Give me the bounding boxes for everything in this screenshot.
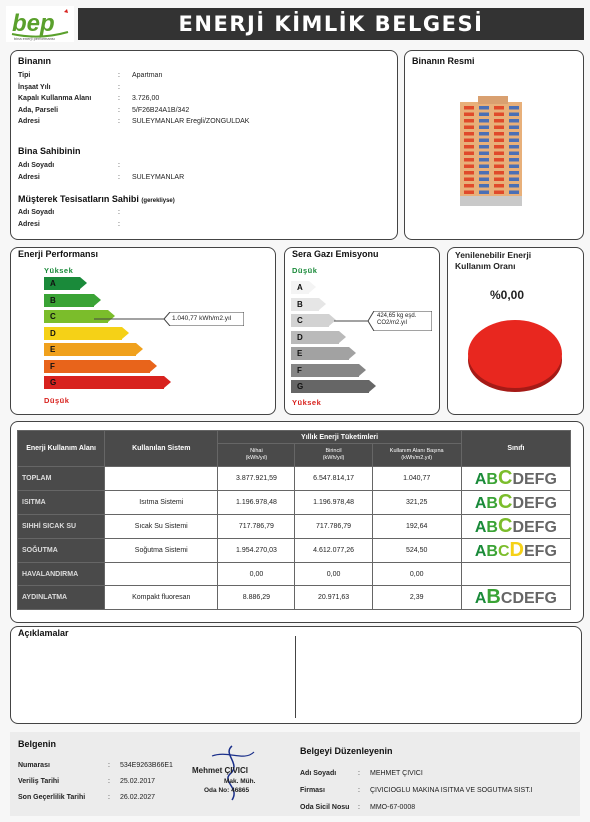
row-area: AYDINLATMA [18, 586, 105, 610]
col-system: Kullanılan Sistem [105, 431, 218, 467]
building-window [509, 184, 519, 188]
building-window [494, 145, 504, 149]
field-value: SULEYMANLAR [132, 174, 185, 181]
building-window [479, 139, 489, 143]
row-system: Isıtma Sistemi [105, 491, 218, 515]
emission-bottom-label: Yüksek [292, 398, 322, 407]
energy-bar-tip [80, 277, 87, 289]
energy-class-bar [44, 294, 94, 307]
building-window [464, 113, 474, 117]
class-scale-letter: A [474, 471, 487, 488]
building-window [479, 191, 489, 195]
building-window [479, 165, 489, 169]
issuer-field-label: Oda Sicil Nosu [300, 804, 350, 811]
building-window [479, 106, 489, 110]
row-primary: 4.612.077,26 [295, 539, 372, 563]
col-class: Sınıfı [461, 431, 570, 467]
energy-bottom-label: Düşük [44, 396, 70, 405]
energy-class-letter: B [50, 295, 56, 305]
building-window [494, 126, 504, 130]
row-final: 0,00 [218, 563, 295, 586]
building-window [509, 178, 519, 182]
class-scale-letter: C [497, 543, 510, 560]
building-window [494, 113, 504, 117]
row-per-area: 2,39 [372, 586, 461, 610]
class-scale-letter: E [524, 495, 535, 512]
building-window [479, 145, 489, 149]
row-area: HAVALANDIRMA [18, 563, 105, 586]
table-row [18, 563, 571, 586]
row-class-scale [461, 539, 570, 563]
field-label: Adresi [18, 220, 40, 228]
table-row [18, 586, 571, 610]
energy-value: 1.040,77 kWh/m2.yıl [172, 315, 232, 322]
building-window [494, 139, 504, 143]
energy-bar-tip [122, 327, 129, 339]
class-scale-letter: G [544, 543, 557, 560]
field-colon: : [118, 220, 120, 228]
emission-class-bar [291, 347, 349, 360]
emission-bar-tip [369, 380, 376, 392]
energy-bar-tip [164, 376, 171, 388]
renewable-pie-chart [466, 316, 564, 394]
row-area: SIHHİ SICAK SU [18, 515, 105, 539]
class-scale-letter: G [544, 471, 557, 488]
building-window [464, 158, 474, 162]
building-window [479, 171, 489, 175]
field-label: Adresi [18, 174, 40, 181]
building-window [494, 171, 504, 175]
row-class-scale [461, 563, 570, 586]
energy-class-letter: F [50, 361, 55, 371]
row-per-area: 1.040,77 [372, 467, 461, 491]
emission-bar-tip [359, 364, 366, 376]
building-window [464, 184, 474, 188]
row-system: Soğutma Sistemi [105, 539, 218, 563]
emission-value: 424,65 kg eşd. CO2/m2.yıl [377, 313, 417, 326]
building-window [464, 126, 474, 130]
field-label: Adresi [18, 118, 40, 125]
table-row [18, 467, 571, 491]
remarks-panel [10, 626, 582, 724]
energy-class-letter: D [50, 328, 56, 338]
issuer-title: Belgeyi Düzenleyenin [300, 746, 393, 756]
class-scale-letter: A [474, 543, 487, 560]
stamp-name: Mehmet ÇIVICI [192, 766, 249, 775]
row-final: 3.877.921,59 [218, 467, 295, 491]
field-colon: : [108, 778, 110, 785]
building-window [509, 152, 519, 156]
issuer-field-value: MMO-67-0008 [370, 804, 416, 811]
building-window [479, 152, 489, 156]
col-final: Nihai (kWh/yıl) [218, 444, 295, 467]
field-colon: : [118, 95, 120, 102]
field-value: 3.726,00 [132, 95, 160, 102]
cert-field-label: Son Geçerlilik Tarihi [18, 794, 86, 801]
field-colon: : [358, 787, 360, 794]
building-window [509, 145, 519, 149]
building-window [509, 113, 519, 117]
building-window [494, 132, 504, 136]
emission-class-letter: D [297, 332, 303, 342]
row-class-scale [461, 586, 570, 610]
class-scale-letter: F [534, 590, 545, 607]
issuer-field-value: MEHMET ÇIVICI [370, 770, 423, 777]
energy-class-letter: A [50, 279, 56, 288]
building-window [509, 132, 519, 136]
col-per-area: Kullanım Alanı Başına (kWh/m2.yıl) [372, 444, 461, 467]
emission-top-label: Düşük [292, 266, 318, 275]
row-primary: 20.971,63 [295, 586, 372, 610]
energy-class-bar [44, 277, 80, 290]
field-label: Kapalı Kullanma Alanı [18, 95, 92, 102]
class-scale-letter: B [486, 495, 498, 512]
building-window [464, 152, 474, 156]
owner-section-title: Bina Sahibinin [18, 146, 81, 156]
row-system [105, 467, 218, 491]
energy-class-bar [44, 360, 150, 373]
row-per-area: 0,00 [372, 563, 461, 586]
row-per-area: 192,64 [372, 515, 461, 539]
building-window [479, 158, 489, 162]
issuer-field-label: Firması [300, 787, 325, 794]
row-area: ISITMA [18, 491, 105, 515]
row-final: 1.196.978,48 [218, 491, 295, 515]
building-window [509, 106, 519, 110]
energy-class-bar [44, 376, 164, 389]
class-scale-letter: F [534, 519, 545, 536]
class-scale-letter: E [524, 519, 535, 536]
class-scale-letter: G [544, 590, 557, 607]
col-area: Enerji Kullanım Alanı [18, 431, 105, 467]
emission-class-letter: B [297, 299, 303, 309]
field-colon: : [108, 762, 110, 769]
class-scale-letter: C [500, 590, 513, 607]
building-window [479, 126, 489, 130]
building-window [494, 184, 504, 188]
building-window [479, 132, 489, 136]
row-primary: 6.547.814,17 [295, 467, 372, 491]
field-label: İnşaat Yılı [18, 83, 51, 91]
emission-class-letter: A [297, 283, 303, 292]
cert-field-value: 26.02.2027 [120, 794, 156, 801]
row-area: SOĞUTMA [18, 539, 105, 563]
stamp-chamber-no: Oda No: 46865 [204, 787, 250, 794]
field-colon: : [118, 118, 120, 125]
row-final: 8.886,29 [218, 586, 295, 610]
row-class-scale [461, 515, 570, 539]
building-window [464, 119, 474, 123]
class-scale-letter: D [509, 539, 524, 561]
class-scale-letter: C [497, 491, 513, 513]
class-scale-letter: A [474, 590, 487, 607]
emission-class-letter: E [297, 349, 303, 358]
photo-title: Binanın Resmi [412, 56, 475, 66]
row-system [105, 563, 218, 586]
row-final: 1.954.270,03 [218, 539, 295, 563]
emission-class-bar [291, 298, 319, 311]
building-window [464, 171, 474, 175]
building-window [494, 119, 504, 123]
emission-class-bar [291, 281, 309, 294]
building-window [494, 158, 504, 162]
row-primary: 717.786,79 [295, 515, 372, 539]
building-window [509, 191, 519, 195]
building-window [464, 145, 474, 149]
class-scale-letter: B [486, 543, 498, 560]
field-colon: : [118, 174, 120, 181]
cert-field-value: 25.02.2017 [120, 778, 156, 785]
field-colon: : [118, 83, 120, 91]
emission-bar-tip [349, 347, 356, 359]
field-colon: : [358, 804, 360, 811]
row-area: TOPLAM [18, 467, 105, 491]
document-title: ENERJİ KİMLİK BELGESİ [78, 8, 584, 40]
building-window [464, 132, 474, 136]
energy-bar-tip [150, 360, 157, 372]
building-window [494, 152, 504, 156]
emission-class-letter: C [297, 316, 303, 325]
building-window [494, 165, 504, 169]
class-scale-letter: C [497, 467, 513, 489]
building-window [479, 184, 489, 188]
energy-bar-tip [136, 343, 143, 355]
building-window [464, 106, 474, 110]
svg-text:bina enerji performansı: bina enerji performansı [14, 36, 55, 41]
certificate-title: Belgenin [18, 739, 57, 749]
field-label: Adı Soyadı [18, 162, 55, 169]
energy-class-letter: E [50, 345, 56, 354]
class-scale-letter: D [512, 495, 524, 512]
field-value: 5/F26B24A1B/342 [132, 106, 190, 114]
class-scale-letter: B [486, 519, 498, 536]
emission-class-bar [291, 380, 369, 393]
emission-class-bar [291, 364, 359, 377]
building-window [479, 178, 489, 182]
building-section-title: Binanın [18, 56, 51, 66]
class-scale-letter: D [512, 519, 524, 536]
class-scale-letter: F [534, 495, 545, 512]
cert-field-value: 534E9263B66E1 [120, 762, 173, 769]
class-scale-letter: E [524, 471, 535, 488]
class-scale-letter: A [474, 495, 487, 512]
field-colon: : [358, 770, 360, 777]
remarks-title: Açıklamalar [18, 628, 69, 638]
cert-field-label: Veriliş Tarihi [18, 778, 60, 785]
emission-title: Sera Gazı Emisyonu [292, 249, 379, 259]
class-scale-letter: D [512, 590, 524, 607]
table-row [18, 491, 571, 515]
cert-field-label: Numarası [18, 762, 50, 769]
certificate-panel [10, 732, 580, 816]
energy-class-bar [44, 327, 122, 340]
row-primary: 0,00 [295, 563, 372, 586]
building-window [509, 119, 519, 123]
building-photo [458, 92, 528, 210]
building-window [479, 113, 489, 117]
remarks-divider [295, 636, 296, 718]
svg-text:bep: bep [12, 10, 55, 37]
building-window [464, 178, 474, 182]
row-final: 717.786,79 [218, 515, 295, 539]
building-window [464, 165, 474, 169]
energy-class-letter: C [50, 312, 56, 321]
bep-logo [6, 6, 74, 42]
row-per-area: 321,25 [372, 491, 461, 515]
energy-bar-tip [94, 294, 101, 306]
emission-bar-tip [319, 298, 326, 310]
building-window [509, 171, 519, 175]
row-system: Kompakt fluoresan [105, 586, 218, 610]
building-window [509, 165, 519, 169]
class-scale-letter: A [474, 519, 487, 536]
consumption-table [17, 430, 571, 610]
class-scale-letter: B [486, 471, 498, 488]
building-window [509, 158, 519, 162]
building-window [464, 191, 474, 195]
field-value: Apartman [132, 72, 163, 79]
building-window [494, 106, 504, 110]
building-window [494, 191, 504, 195]
energy-class-bar [44, 343, 136, 356]
building-info-panel [10, 50, 398, 240]
class-scale-letter: F [534, 543, 545, 560]
field-label: Tipi [18, 72, 31, 79]
class-scale-letter: G [544, 495, 557, 512]
subscriber-section-title: Müşterek Tesisatların Sahibi (gerekliyse) [18, 194, 175, 204]
emission-class-bar [291, 331, 339, 344]
field-colon: : [118, 72, 120, 79]
row-class-scale [461, 491, 570, 515]
building-window [509, 139, 519, 143]
issuer-field-label: Adı Soyadı [300, 770, 337, 777]
table-row [18, 539, 571, 563]
energy-class-letter: G [50, 378, 57, 387]
emission-bar-tip [339, 331, 346, 343]
building-window [479, 119, 489, 123]
class-scale-letter: E [524, 543, 535, 560]
row-class-scale [461, 467, 570, 491]
field-colon: : [118, 162, 120, 169]
energy-top-label: Yüksek [44, 266, 74, 275]
row-system: Sıcak Su Sistemi [105, 515, 218, 539]
emission-class-letter: F [297, 365, 302, 375]
class-scale-letter: G [544, 519, 557, 536]
emission-bar-tip [309, 281, 316, 293]
class-scale-letter: D [512, 471, 524, 488]
building-window [494, 178, 504, 182]
field-label: Ada, Parseli [18, 106, 59, 114]
field-colon: : [118, 209, 120, 216]
emission-class-bar [291, 314, 329, 327]
col-group: Yıllık Enerji Tüketimleri [218, 431, 461, 444]
renewable-value: %0,00 [490, 288, 525, 302]
row-per-area: 524,50 [372, 539, 461, 563]
field-value: SULEYMANLAR Eregli/ZONGULDAK [132, 118, 250, 125]
field-label: Adı Soyadı [18, 209, 55, 216]
class-scale-letter: C [497, 515, 513, 537]
emission-class-letter: G [297, 382, 304, 391]
field-colon: : [118, 106, 120, 114]
building-window [464, 139, 474, 143]
energy-performance-title: Enerji Performansı [18, 249, 99, 259]
class-scale-letter: E [524, 590, 535, 607]
col-primary: Birincil (kWh/yıl) [295, 444, 372, 467]
table-row [18, 515, 571, 539]
stamp-title: Mak. Müh. [224, 778, 256, 785]
field-colon: : [108, 794, 110, 801]
class-scale-letter: F [534, 471, 545, 488]
row-primary: 1.196.978,48 [295, 491, 372, 515]
class-scale-letter: B [486, 586, 501, 608]
building-window [509, 126, 519, 130]
issuer-field-value: ÇIVICIOGLU MAKINA ISITMA VE SOGUTMA SIST.I [370, 787, 533, 794]
renewable-title: Yenilenebilir Enerji Kullanım Oranı [455, 250, 532, 271]
